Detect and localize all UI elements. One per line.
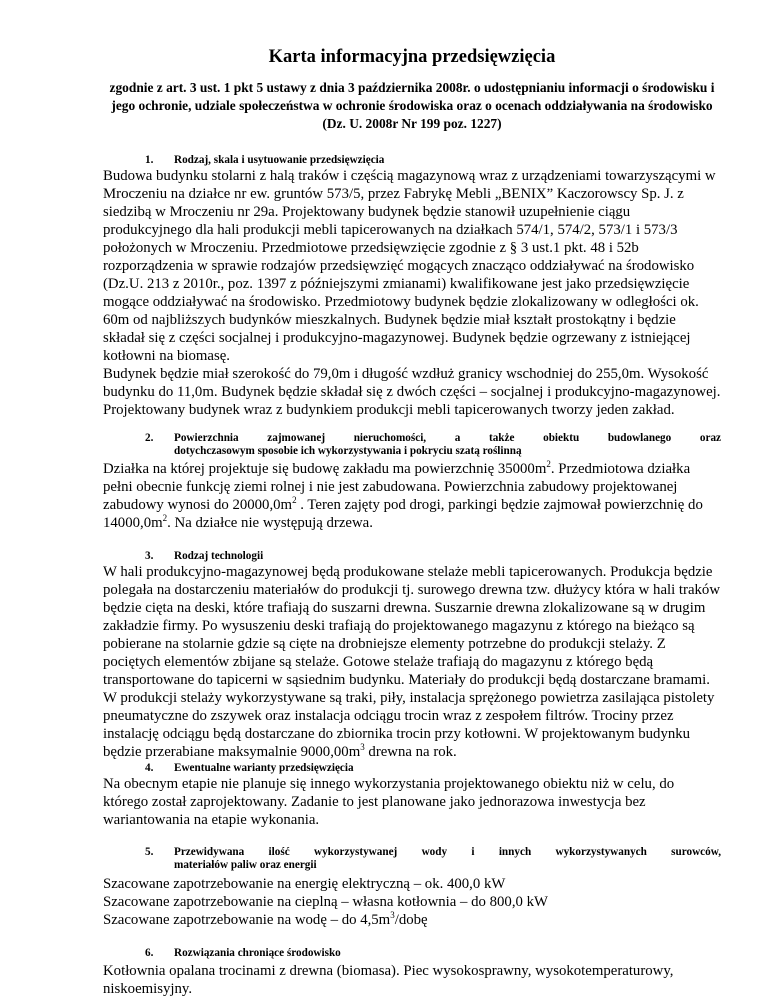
section-5-line-heat: Szacowane zapotrzebowanie na cieplną – własna kotłownia – do 800,0 kW [103,894,548,910]
section-1-body: Budowa budynku stolarni z halą traków i częścią magazynową wraz z urządzeniami towarzyszącymi w Mroczeniu na działce nr ew. gruntów 573/5, przez Fabrykę Mebli „BENIX” Kaczorowscy Sp. J. z siedzibą w Mroczeniu nr 29a. Projektowany budynek będzie stanowił uzupełnienie ciągu produkcyjnego dla hali produkcji mebli tapicerowanych na działkach 574/1, 574/2, 573/1 i 573/3 położonych w Mroczeniu. Przedmiotowe przedsięwzięcie zgodnie z § 3 ust.1 pkt. 48 i 52b rozporządzenia w sprawie rodzajów przedsięwzięć mogących znacząco oddziaływać na środowisko (Dz.U. 213 z 2010r., poz. 1397 z późniejszymi zmianami) kwalifikowane jest jako przedsięwzięcie mogące oddziaływać na środowisko. Przedmiotowy budynek będzie zlokalizowany w odległości ok. 60m od najbliższych budynków mieszkalnych. Budynek będzie miał kształt prostokątny i będzie składał się z części socjalnej i produkcyjno-magazynowej. Budynek będzie ogrzewany z istniejącej kotłowni na biomasę. [103,168,716,364]
document-title: Karta informacyjna przedsięwzięcia [268,47,556,67]
superscript: 2 [546,459,551,469]
section-3-body [103,563,721,761]
section-4 [103,762,721,829]
section-heading-line-2: materiałów paliw oraz energii [174,859,317,871]
section-5-heading [103,846,721,872]
section-3-text: W hali produkcyjno-magazynowej będą produkowane stelaże mebli tapicerowanych. Produkcja będzie polegała na dostarczeniu materiałów do produkcji tj. surowego drewna tzw. dłużycy która w hali traków będzie cięta na deski, które trafiają do suszarni drewna. Suszarnie drewna zlokalizowane są w drugim zakładzie firmy. Po wysuszeniu deski trafiają do projektowanego magazynu z którego na bieżąco są pobierane na stolarnie gdzie są cięte na drobniejsze elementy potrzebne do produkcji stelaży. Z pociętych elementów zbijane są stelaże. Gotowe stelaże trafiają do magazynu z którego będą transportowane do tapicerni w sąsiednim budynku. Materiały do produkcji będą dostarczane bramami. W produkcji stelaży wykorzystywane są traki, piły, instalacja sprężonego powietrza zasilająca pistolety pneumatyczne do zszywek oraz instalacja odciągu trocin wraz z zespołem filtrów. Trociny przez instalację odciągu będą dostarczane do zbiornika trocin przy kotłowni. W projektowanym budynku będzie przerabiane maksymalnie 9000,00m [103,564,721,760]
section-heading-line-1: Przewidywana ilość wykorzystywanej wody i innych wykorzystywanych surowców, [174,846,721,858]
section-heading-text: Rodzaj, skala i usytuowanie przedsięwzięcia [174,154,385,166]
section-1-heading [103,154,721,167]
section-4-heading [103,762,721,775]
section-3 [103,550,721,761]
section-number: 2. [145,432,154,444]
section-6-body: Kotłownia opalana trocinami z drewna (biomasa). Piec wysokosprawny, wysokotemperaturowy, niskoemisyjny. [103,963,674,997]
section-number: 1. [145,154,154,166]
superscript: 2 [162,513,168,523]
section-3-heading [103,550,721,563]
section-2-heading [103,432,721,458]
section-heading-text: Rodzaj technologii [174,550,264,562]
section-heading-text: Rozwiązania chroniące środowisko [174,947,341,959]
section-2-text-a: Działka na której projektuje się budowę zakładu ma powierzchnię 35000m [103,461,547,477]
section-heading-text: Ewentualne warianty przedsięwzięcia [174,762,354,774]
document-page [103,46,721,998]
section-2 [103,432,721,532]
section-2-text-b: . Przedmiotowa działka pełni obecnie funkcję ziemi rolnej i nie jest zabudowana. Powierzchnia zabudowy projektowanej zabudowy wynosi do 20000,0m [103,461,691,513]
section-2-text-d: . Na działce nie występują drzewa. [167,515,373,531]
superscript: 3 [390,910,395,920]
section-heading-line-1: Powierzchnia zajmowanej nieruchomości, a także obiektu budowlanego oraz [174,432,721,444]
section-number: 5. [145,846,154,858]
section-1-body-2: Budynek będzie miał szerokość do 79,0m i długość wzdłuż granicy wschodniej do 255,0m. Wysokość budynku do 11,0m. Budynek będzie składał się z dwóch części – socjalnej i produkcyjno-magazynowej. Projektowany budynek wraz z budynkiem produkcji mebli tapicerowanych tworzy jeden zakład. [103,366,721,418]
section-5-water-text: Szacowane zapotrzebowanie na wodę – do 4,5m [103,912,391,928]
section-number: 3. [145,550,154,562]
section-number: 6. [145,947,154,959]
section-1 [103,154,721,419]
document-subtitle: zgodnie z art. 3 ust. 1 pkt 5 ustawy z dnia 3 października 2008r. o udostępnianiu informacji o środowisku i jego ochronie, udziale społeczeństwa w ochronie środowiska oraz o ocenach oddziaływania na środowisko (Dz. U. 2008r Nr 199 poz. 1227) [109,80,715,131]
section-5 [103,846,721,929]
section-2-text-c: . Teren zajęty pod drogi, parkingi będzie zajmował powierzchnię do 14000,0m [103,497,703,531]
section-5-line-water [103,911,721,929]
section-3-text-end: drewna na rok. [364,744,457,760]
superscript: 3 [360,742,365,752]
section-5-water-unit: /dobę [394,912,428,928]
section-5-line-electric: Szacowane zapotrzebowanie na energię elektryczną – ok. 400,0 kW [103,876,506,892]
superscript: 2 [292,495,297,505]
section-2-body [103,460,721,532]
section-6-heading [103,947,721,960]
section-number: 4. [145,762,154,774]
section-heading-line-2: dotychczasowym sposobie ich wykorzystywania i pokryciu szatą roślinną [174,445,522,457]
section-6 [103,947,721,998]
section-4-body: Na obecnym etapie nie planuje się innego wykorzystania projektowanego obiektu niż w celu, do którego został zaprojektowany. Zadanie to jest planowane jako jednorazowa inwestycja bez wariantowania na etapie wykonania. [103,776,675,828]
